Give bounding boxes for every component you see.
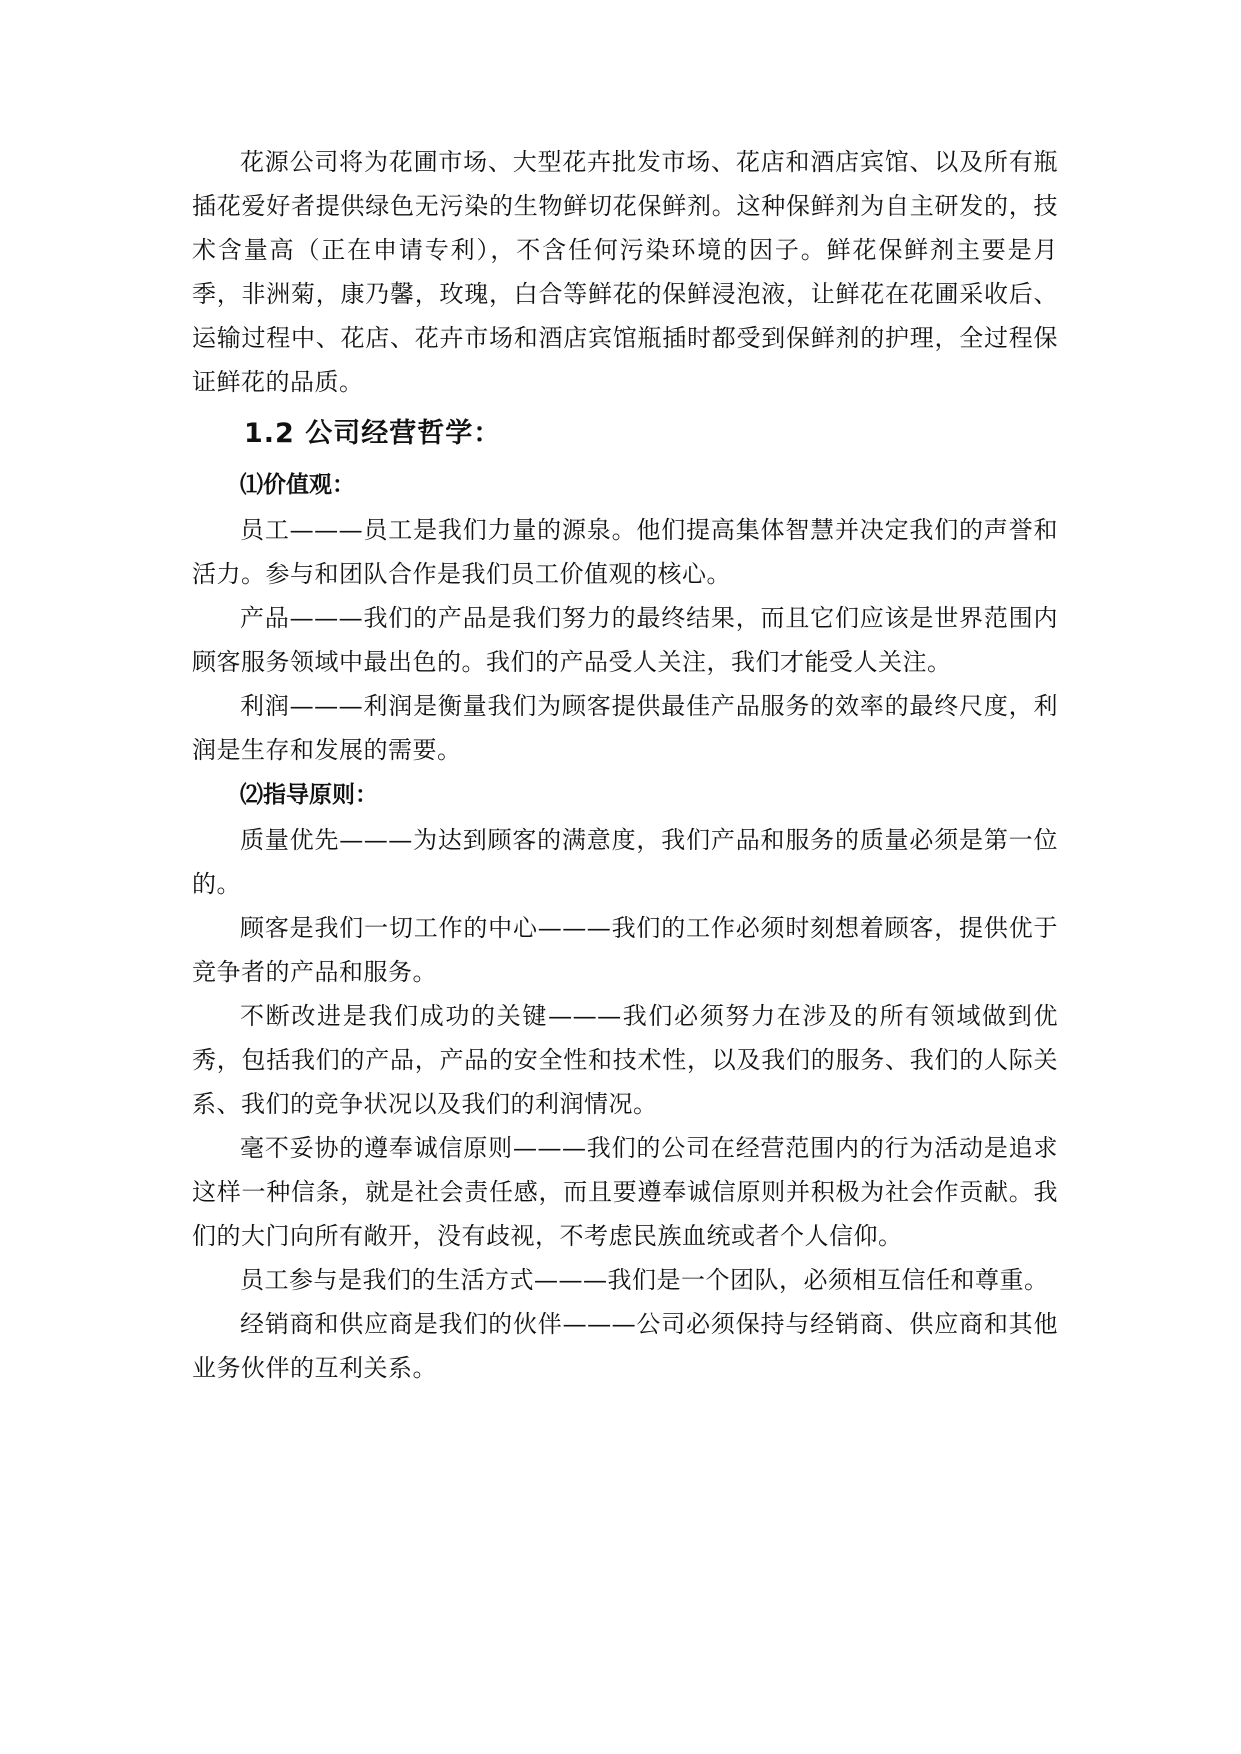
principles-item-customer: 顾客是我们一切工作的中心———我们的工作必须时刻想着顾客，提供优于竞争者的产品和服务。 <box>192 914 1058 986</box>
principles-item-improvement: 不断改进是我们成功的关键———我们必须努力在涉及的所有领域做到优秀，包括我们的产品，产品的安全性和技术性，以及我们的服务、我们的人际关系、我们的竞争状况以及我们的利润情况。 <box>192 1002 1058 1118</box>
section-heading: 1.2 公司经营哲学： <box>244 418 502 449</box>
principles-item-participation: 员工参与是我们的生活方式———我们是一个团队，必须相互信任和尊重。 <box>240 1266 1049 1294</box>
principles-item-integrity: 毫不妥协的遵奉诚信原则———我们的公司在经营范围内的行为活动是追求这样一种信条，就是社会责任感，而且要遵奉诚信原则并积极为社会作贡献。我们的大门向所有敞开，没有歧视，不考虑民族血统或者个人信仰。 <box>192 1134 1058 1250</box>
values-item-employees: 员工———员工是我们力量的源泉。他们提高集体智慧并决定我们的声誉和活力。参与和团队合作是我们员工价值观的核心。 <box>192 516 1058 588</box>
principles-heading: ⑵指导原则： <box>240 782 378 808</box>
values-item-profits: 利润———利润是衡量我们为顾客提供最佳产品服务的效率的最终尺度，利润是生存和发展的需要。 <box>192 692 1058 764</box>
values-item-products: 产品———我们的产品是我们努力的最终结果，而且它们应该是世界范围内顾客服务领域中最出色的。我们的产品受人关注，我们才能受人关注。 <box>192 604 1058 676</box>
principles-item-quality: 质量优先———为达到顾客的满意度，我们产品和服务的质量必须是第一位的。 <box>192 826 1058 898</box>
intro-paragraph: 花源公司将为花圃市场、大型花卉批发市场、花店和酒店宾馆、以及所有瓶插花爱好者提供绿色无污染的生物鲜切花保鲜剂。这种保鲜剂为自主研发的，技术含量高（正在申请专利），不含任何污染环境的因子。鲜花保鲜剂主要是月季，非洲菊，康乃馨，玫瑰，白合等鲜花的保鲜浸泡液，让鲜花在花圃采收后、运输过程中、花店、花卉市场和酒店宾馆瓶插时都受到保鲜剂的护理，全过程保证鲜花的品质。 <box>192 148 1058 396</box>
document-body <box>192 140 1058 1390</box>
principles-item-partners: 经销商和供应商是我们的伙伴———公司必须保持与经销商、供应商和其他业务伙伴的互利关系。 <box>192 1310 1058 1382</box>
values-heading: ⑴价值观： <box>240 472 355 498</box>
